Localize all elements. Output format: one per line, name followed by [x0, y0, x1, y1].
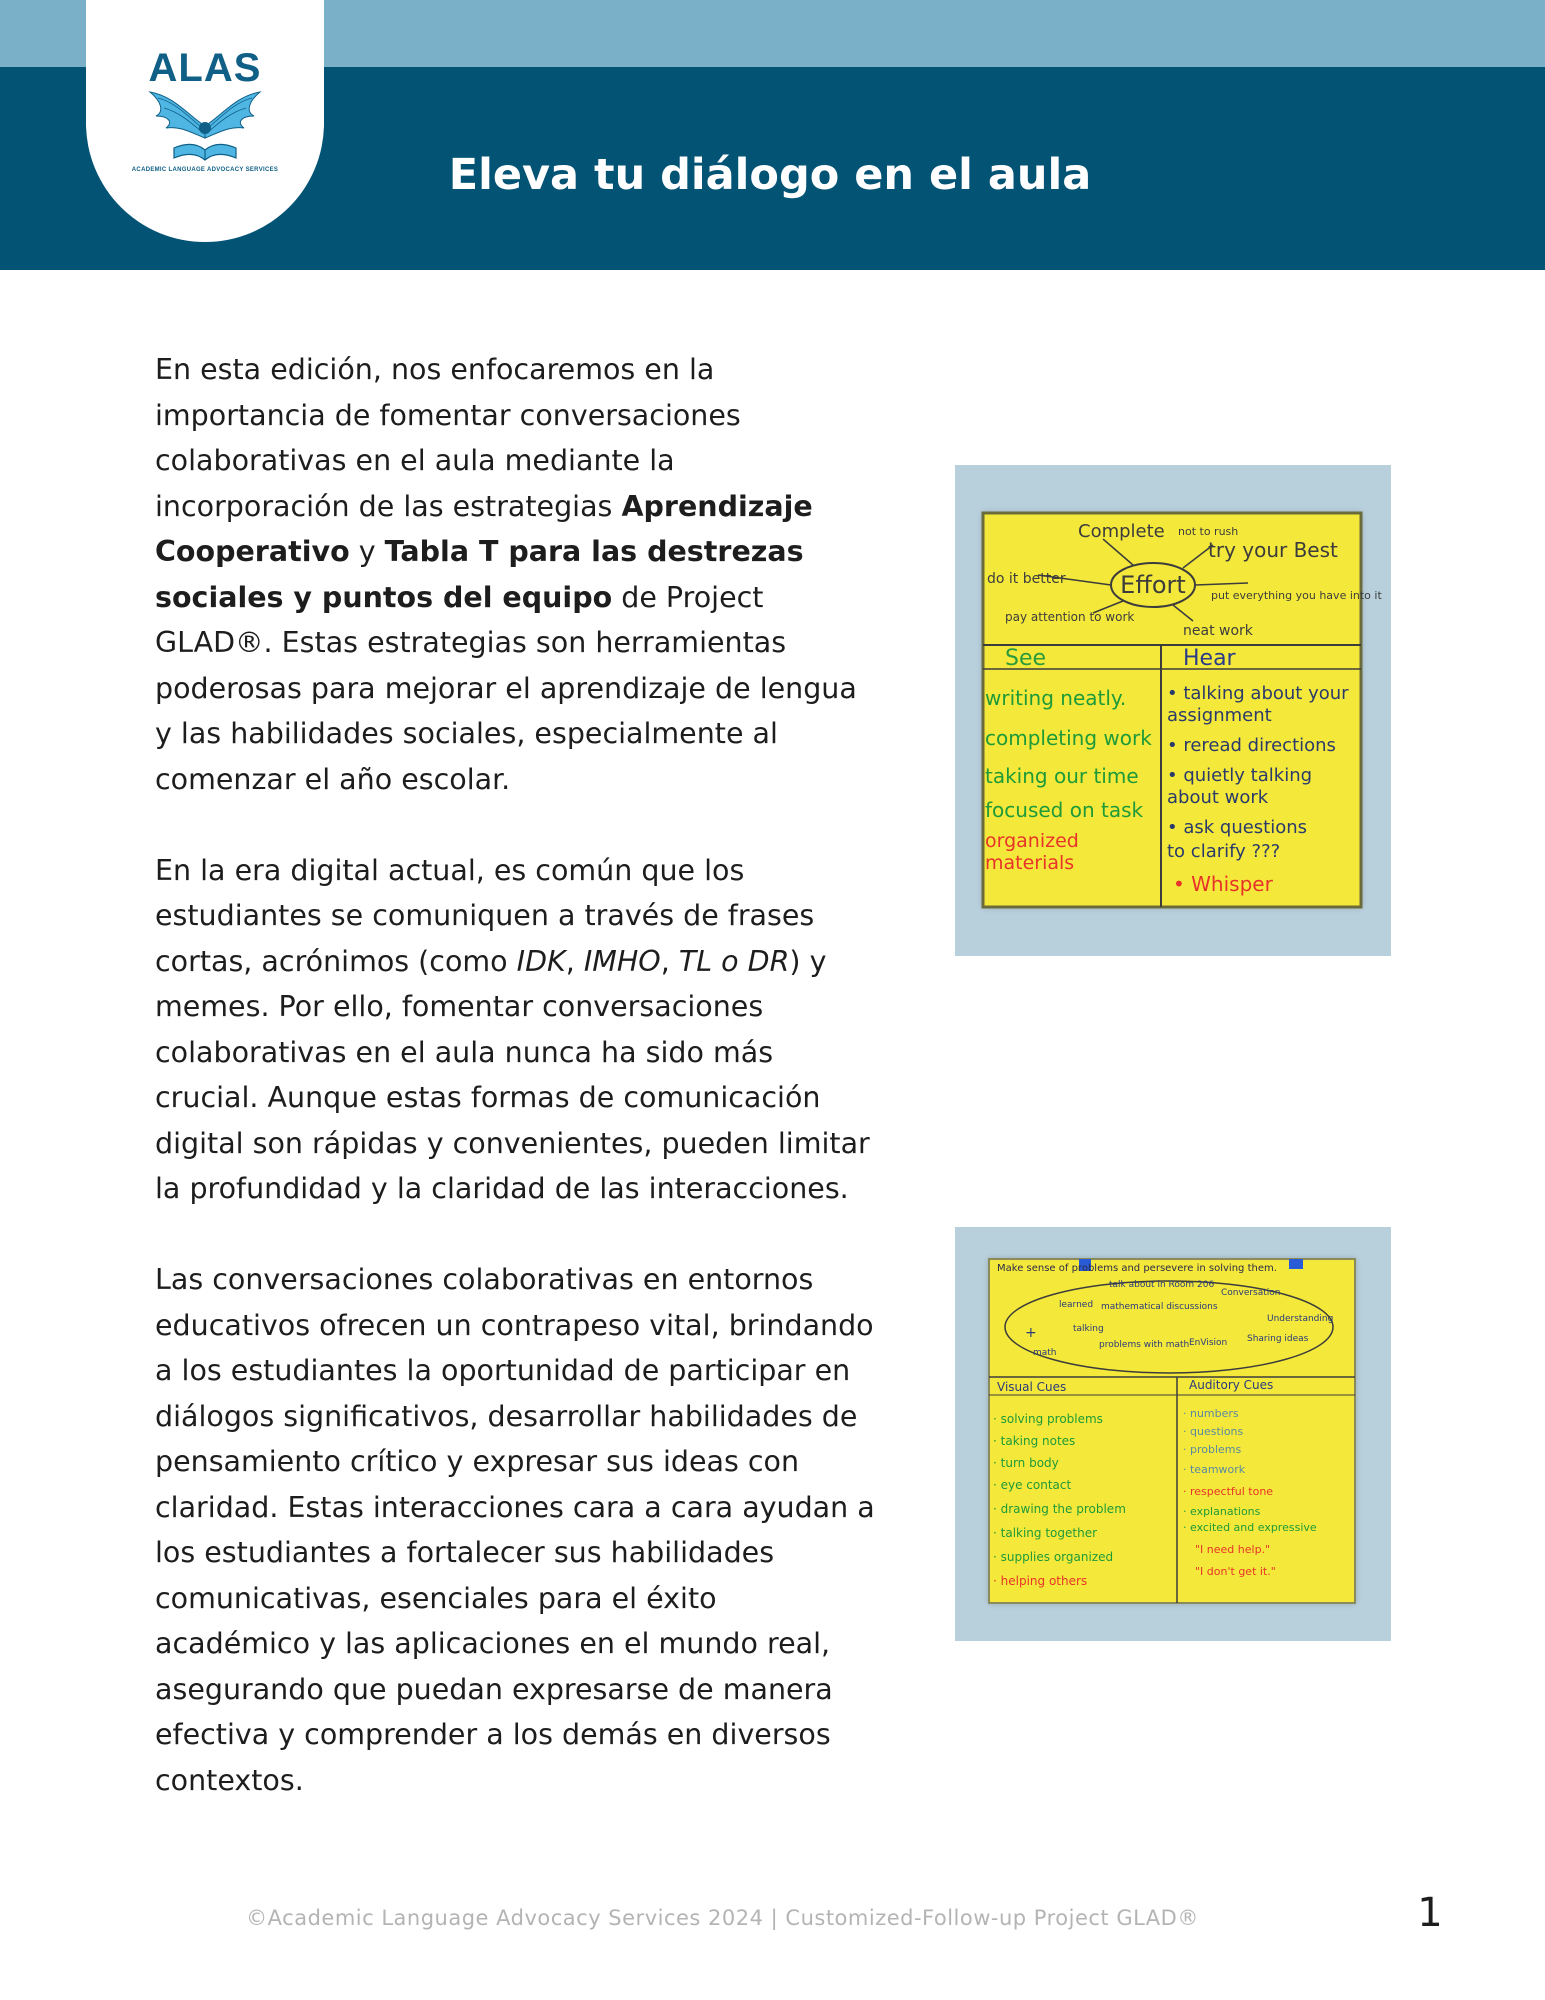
hear-item-8: • Whisper [1173, 872, 1273, 896]
p2-text-1: En la era digital actual, es común que los estudiantes se comuniquen a través de frases cortas, acrónimos (como [155, 853, 815, 978]
see-item-4: focused on task [985, 798, 1144, 822]
oval-word-3: learned [1059, 1300, 1094, 1310]
visual-item-6: · talking together [993, 1526, 1098, 1540]
article-body [155, 347, 875, 1849]
oval-word-8: EnVision [1189, 1338, 1228, 1348]
see-item-6: materials [985, 852, 1075, 874]
oval-word-9: Sharing ideas [1247, 1334, 1309, 1344]
footer-credit: ©Academic Language Advocacy Services 2024 | Customized-Follow-up Project GLAD® [246, 1906, 1199, 1930]
logo-subtitle: ACADEMIC LANGUAGE ADVOCACY SERVICES [131, 167, 279, 173]
auditory-item-1: · numbers [1183, 1407, 1239, 1420]
hear-header: Hear [1183, 646, 1236, 671]
cues-top-line: Make sense of problems and persevere in solving them. [997, 1263, 1277, 1274]
oval-word-4: mathematical discussions [1101, 1302, 1218, 1312]
p2-text-3: , [660, 944, 679, 978]
see-item-3: taking our time [985, 764, 1139, 788]
hear-item-5: about work [1167, 787, 1269, 808]
oval-word-10: math [1033, 1348, 1057, 1358]
auditory-item-5: · respectful tone [1183, 1485, 1274, 1498]
visual-item-5: · drawing the problem [993, 1502, 1126, 1516]
hear-item-1: • talking about your [1167, 683, 1349, 704]
visual-item-8: · helping others [993, 1574, 1088, 1588]
paragraph-3: Las conversaciones colaborativas en entornos educativos ofrecen un contrapeso vital, brindando a los estudiantes la oportunidad de participar en diálogos significativos, desarrollar habilidades de pensamiento crítico y expresar sus ideas con claridad. Estas interacciones cara a cara ayudan a los estudiantes a fortalecer sus habilidades comunicativas, esenciales para el éxito académico y las aplicaciones en el mundo real, asegurando que puedan expresarse de manera efectiva y comprender a los demás en diversos contextos. [155, 1263, 875, 1797]
logo-text: ALAS [148, 46, 262, 90]
p1-bold-1: Aprendizaje Cooperativo [155, 489, 813, 568]
photo-effort-chart [955, 465, 1391, 956]
page-title: Eleva tu diálogo en el aula [448, 150, 1092, 200]
oval-word-2: Conversation [1221, 1288, 1281, 1298]
oval-word-5: Understanding [1267, 1314, 1334, 1324]
hear-item-6: • ask questions [1167, 817, 1308, 838]
paragraph-1 [155, 347, 875, 802]
auditory-item-3: · problems [1183, 1443, 1242, 1456]
effort-word-not-rush: not to rush [1178, 525, 1239, 538]
visual-cues-header: Visual Cues [997, 1380, 1067, 1394]
oval-word-7: problems with math [1099, 1340, 1190, 1350]
p2-text-2: , [565, 944, 584, 978]
see-item-2: completing work [985, 726, 1152, 750]
auditory-item-4: · teamwork [1183, 1463, 1246, 1476]
page-number: 1 [1417, 1890, 1443, 1936]
p1-text-1: En esta edición, nos enfocaremos en la importancia de fomentar conversaciones colaborativas en el aula mediante la incorporación de las estrategias [155, 353, 741, 523]
effort-word-attention: pay attention to work [1005, 610, 1135, 624]
p2-italic-3: TL o DR [678, 944, 790, 978]
oval-word-6: talking [1073, 1324, 1104, 1334]
p2-text-4: ) y memes. Por ello, fomentar conversaciones colaborativas en el aula nunca ha sido más crucial. Aunque estas formas de comunicación digital son rápidas y convenientes, pueden limitar la profundidad y la claridad de las interacciones. [155, 944, 870, 1205]
hear-item-2: assignment [1167, 705, 1272, 726]
oval-word-1: talk about in Room 206 [1109, 1280, 1215, 1290]
paragraph-2 [155, 848, 875, 1212]
p2-italic-1: IDK [516, 944, 566, 978]
hear-item-4: • quietly talking [1167, 765, 1313, 786]
visual-item-4: · eye contact [993, 1478, 1072, 1492]
winged-book-icon [144, 86, 266, 168]
auditory-item-2: · questions [1183, 1425, 1244, 1438]
visual-item-7: · supplies organized [993, 1550, 1114, 1564]
effort-word-everything: put everything you have into it [1211, 589, 1382, 602]
hear-item-7: to clarify ??? [1167, 841, 1281, 862]
cues-t-chart-image [989, 1259, 1355, 1603]
auditory-item-7: · excited and expressive [1183, 1521, 1317, 1534]
effort-word-complete: Complete [1078, 521, 1165, 542]
effort-word-best: try your Best [1208, 538, 1338, 562]
auditory-cues-header: Auditory Cues [1189, 1378, 1274, 1392]
auditory-item-6: · explanations [1183, 1505, 1261, 1518]
visual-item-2: · taking notes [993, 1434, 1076, 1448]
p1-text-2: y [349, 535, 385, 568]
see-item-5: organized [985, 830, 1079, 852]
see-item-1: writing neatly. [985, 686, 1127, 710]
effort-center-word: Effort [1120, 571, 1186, 599]
alas-logo [86, 0, 324, 242]
see-header: See [1005, 646, 1047, 671]
effort-word-neat: neat work [1183, 623, 1253, 639]
effort-word-better: do it better [987, 571, 1066, 587]
visual-item-1: · solving problems [993, 1412, 1103, 1426]
oval-word-11: + [1025, 1325, 1037, 1341]
visual-item-3: · turn body [993, 1456, 1059, 1470]
p1-bold-2: Tabla T para las destrezas sociales y puntos del equipo [155, 535, 804, 614]
p2-italic-2: IMHO [583, 944, 661, 978]
auditory-item-8: "I need help." [1195, 1543, 1271, 1556]
auditory-item-9: "I don't get it." [1195, 1565, 1276, 1578]
effort-t-chart-image [983, 513, 1382, 907]
hear-item-3: • reread directions [1167, 735, 1336, 756]
p1-text-3: de Project GLAD®. Estas estrategias son herramientas poderosas para mejorar el aprendizaje de lengua y las habilidades sociales, especialmente al comenzar el año escolar. [155, 580, 857, 796]
photo-cues-chart [955, 1227, 1391, 1641]
